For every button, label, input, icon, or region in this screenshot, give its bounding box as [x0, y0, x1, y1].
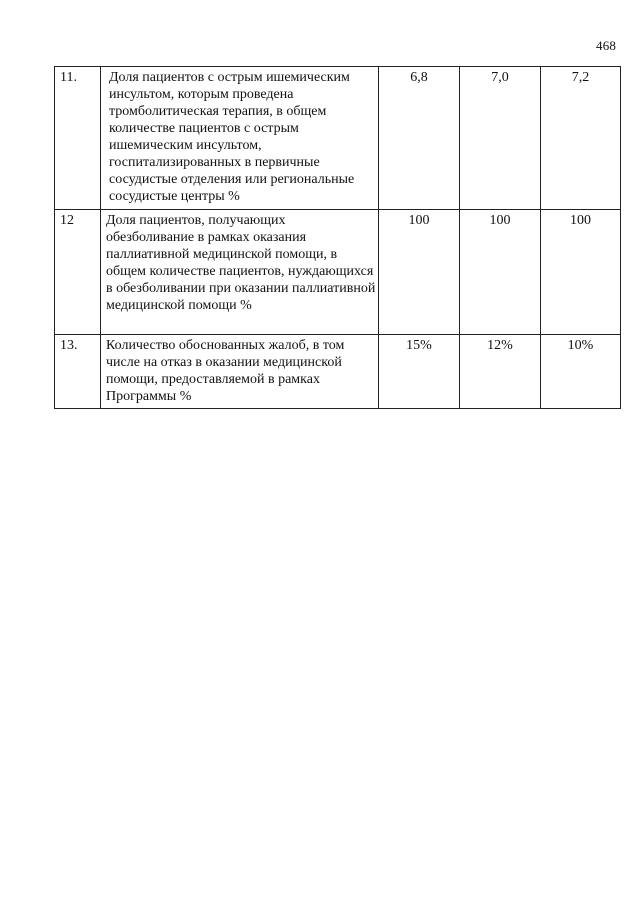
indicator-name-text: Доля пациентов, получающих обезболивание в рамках оказания паллиативной медицинской помощи, в общем количестве пациентов, нуждающихся в обезболивании при оказании паллиативной медицинской помощи % — [106, 213, 376, 313]
table-row — [55, 335, 621, 409]
value-year-3: 10% — [541, 335, 621, 409]
indicators-table — [54, 66, 621, 409]
indicator-name-text: Доля пациентов с острым ишемическим инсультом, которым проведена тромболитическая терапия, в общем количестве пациентов с острым ишемическим инсультом, госпитализированных в первичные сосудистые отделения или региональные сосудистые центры % — [109, 70, 355, 204]
value-year-3: 100 — [541, 210, 621, 335]
row-number: 11. — [55, 67, 101, 210]
value-year-1: 6,8 — [379, 67, 460, 210]
indicator-name-text: Количество обоснованных жалоб, в том числе на отказ в оказании медицинской помощи, предоставляемой в рамках Программы % — [106, 338, 345, 404]
value-year-2: 7,0 — [460, 67, 541, 210]
value-year-2: 100 — [460, 210, 541, 335]
value-year-1: 15% — [379, 335, 460, 409]
table-row — [55, 67, 621, 210]
row-number: 12 — [55, 210, 101, 335]
table-row — [55, 210, 621, 335]
page-number: 468 — [596, 38, 617, 53]
row-number: 13. — [55, 335, 101, 409]
indicator-name — [101, 67, 379, 210]
value-year-1: 100 — [379, 210, 460, 335]
indicator-name — [101, 210, 379, 335]
value-year-2: 12% — [460, 335, 541, 409]
indicator-name — [101, 335, 379, 409]
value-year-3: 7,2 — [541, 67, 621, 210]
